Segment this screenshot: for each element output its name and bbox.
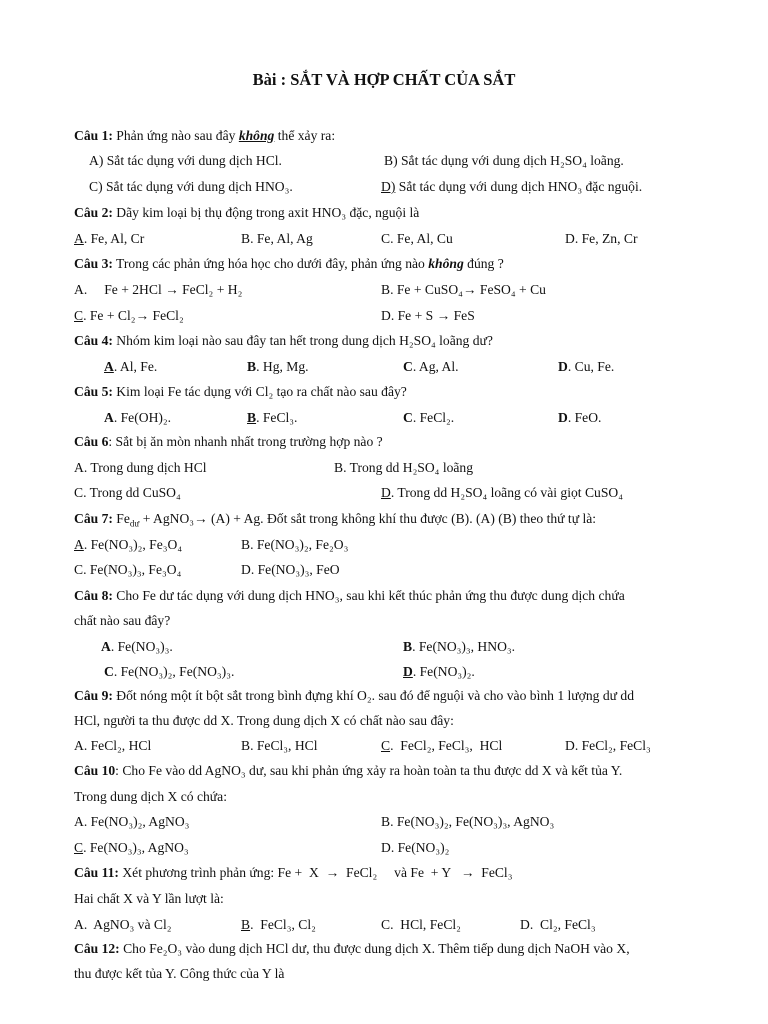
option-c: C. Trong dd CuSO₄ xyxy=(74,485,181,500)
question-8 xyxy=(74,588,714,610)
option-a: A. Fe, Al, Cr xyxy=(74,231,145,246)
option-c: C. Fe(NO₃)₂, Fe(NO₃)₃. xyxy=(104,664,235,679)
option-c: C. FeCl₂. xyxy=(403,410,455,425)
question-text: Nhóm kim loại nào sau đây tan hết trong dung dịch H₂SO₄ loãng dư? xyxy=(112,333,493,348)
question-9 xyxy=(74,688,714,710)
option-d: D. Fe + S → FeS xyxy=(381,308,475,323)
correct-answer-marker: A xyxy=(74,537,84,552)
option-d: D. Fe, Zn, Cr xyxy=(565,231,638,246)
option-a: A. Fe + 2HCl → FeCl₂ + H₂ xyxy=(74,282,243,297)
option-b: B. Trong dd H₂SO₄ loãng xyxy=(334,460,474,475)
option-c: C) Sắt tác dụng với dung dịch HNO₃. xyxy=(89,179,293,194)
question-8-options-row2 xyxy=(74,664,714,686)
option-b: B. Fe(NO₃)₂, Fe₂O₃ xyxy=(241,537,349,552)
question-11-continued xyxy=(74,891,714,913)
question-text-line2: HCl, người ta thu được dd X. Trong dung dịch X có chất nào sau đây: xyxy=(74,713,454,728)
question-label: Câu 2: xyxy=(74,205,113,220)
question-1-options-row1 xyxy=(74,153,714,175)
question-7 xyxy=(74,511,714,533)
option-a: A. Fe(NO₃)₃. xyxy=(101,639,173,654)
option-c: C. Fe(NO₃)₃, Fe₃O₄ xyxy=(74,562,182,577)
question-label: Câu 11: xyxy=(74,865,119,880)
question-text: Cho Fe₂O₃ vào dung dịch HCl dư, thu được dung dịch X. Thêm tiếp dung dịch NaOH vào X, xyxy=(119,941,630,956)
correct-answer-marker: B xyxy=(241,917,251,932)
option-b: B. Fe + CuSO₄→ FeSO₄ + Cu xyxy=(381,282,546,297)
correct-answer-marker: C xyxy=(74,308,84,323)
option-a: A) Sắt tác dụng với dung dịch HCl. xyxy=(89,153,282,168)
question-label: Câu 9: xyxy=(74,688,113,703)
option-b: B. Fe(NO₃)₃, HNO₃. xyxy=(403,639,516,654)
question-6 xyxy=(74,434,714,456)
option-b: B. Fe(NO₃)₂, Fe(NO₃)₃, AgNO₃ xyxy=(381,814,555,829)
question-label: Câu 12: xyxy=(74,941,120,956)
correct-answer-marker: A xyxy=(74,231,84,246)
option-d: D. Trong dd H₂SO₄ loãng có vài giọt CuSO₄ xyxy=(381,485,623,500)
option-c: C. Fe + Cl₂→ FeCl₂ xyxy=(74,308,184,323)
question-5 xyxy=(74,384,714,406)
question-10 xyxy=(74,763,714,785)
page-title: Bài : SẮT VÀ HỢP CHẤT CỦA SẮT xyxy=(252,70,516,89)
question-text: Dãy kim loại bị thụ động trong axit HNO₃ đặc, nguội là xyxy=(112,205,420,220)
option-d: D. Fe(NO₃)₂. xyxy=(403,664,475,679)
option-a: A. Trong dung dịch HCl xyxy=(74,460,207,475)
question-label: Câu 5: xyxy=(74,384,113,399)
option-d: D. Fe(NO₃)₃, FeO xyxy=(241,562,340,577)
correct-answer-marker: A xyxy=(104,359,114,374)
option-b: B. Fe, Al, Ag xyxy=(241,231,313,246)
question-7-options-row2 xyxy=(74,562,714,584)
question-text-after: đúng ? xyxy=(463,256,504,271)
question-text: Cho Fe dư tác dụng với dung dịch HNO₃, sau khi kết thúc phản ứng thu được dung dịch chứa xyxy=(112,588,625,603)
question-label: Câu 7: xyxy=(74,511,113,526)
excess-subscript: dư xyxy=(129,518,140,529)
question-text: : Cho Fe vào dd AgNO₃ dư, sau khi phản ứng xảy ra hoàn toàn ta thu được dd X và kết tủa Y. xyxy=(115,763,623,778)
question-7-options-row1 xyxy=(74,537,714,559)
option-b: B. FeCl₃. xyxy=(247,410,298,425)
question-3-options-row2 xyxy=(74,308,714,330)
question-text: Phản ứng nào sau đây xyxy=(112,128,239,143)
question-label: Câu 4: xyxy=(74,333,113,348)
question-12 xyxy=(74,941,714,963)
question-2 xyxy=(74,205,714,227)
question-2-options xyxy=(74,231,714,253)
question-8-continued xyxy=(74,613,714,635)
option-d: D. Fe(NO₃)₂ xyxy=(381,840,450,855)
question-emphasis: không xyxy=(238,128,275,143)
option-a: A. Fe(NO₃)₂, Fe₃O₄ xyxy=(74,537,183,552)
question-8-options-row1 xyxy=(74,639,714,661)
option-c: C. HCl, FeCl₂ xyxy=(381,917,461,932)
correct-answer-marker: D) xyxy=(381,179,396,194)
option-b: B. FeCl₃, Cl₂ xyxy=(241,917,316,932)
question-label: Câu 3: xyxy=(74,256,113,271)
question-text: : Sắt bị ăn mòn nhanh nhất trong trường hợp nào ? xyxy=(108,434,383,449)
option-d: D. Cu, Fe. xyxy=(558,359,615,374)
question-5-options xyxy=(74,410,714,432)
question-6-options-row1 xyxy=(74,460,714,482)
question-text: Kim loại Fe tác dụng với Cl₂ tạo ra chất nào sau đây? xyxy=(112,384,407,399)
question-10-options-row2 xyxy=(74,840,714,862)
question-label: Câu 1: xyxy=(74,128,113,143)
option-c: C. FeCl₂, FeCl₃, HCl xyxy=(381,738,503,753)
question-11 xyxy=(74,865,714,887)
question-4 xyxy=(74,333,714,355)
question-label: Câu 8: xyxy=(74,588,113,603)
option-a: A. Fe(NO₃)₂, AgNO₃ xyxy=(74,814,190,829)
question-6-options-row2 xyxy=(74,485,714,507)
question-text: Trong các phản ứng hóa học cho dưới đây, phản ứng nào xyxy=(112,256,429,271)
option-a: A. Fe(OH)₂. xyxy=(104,410,172,425)
option-d: D) Sắt tác dụng với dung dịch HNO₃ đặc nguội. xyxy=(381,179,643,194)
question-text-line2: chất nào sau đây? xyxy=(74,613,171,628)
question-1 xyxy=(74,128,714,150)
question-text-line2: Hai chất X và Y lần lượt là: xyxy=(74,891,224,906)
question-text-line2: Trong dung dịch X có chứa: xyxy=(74,789,227,804)
question-label: Câu 6 xyxy=(74,434,109,449)
question-3 xyxy=(74,256,714,278)
option-a: A. Al, Fe. xyxy=(104,359,158,374)
question-4-options xyxy=(74,359,714,381)
question-text: Xét phương trình phản ứng: Fe + X → FeCl₂ và Fe + Y → FeCl₃ xyxy=(118,865,513,880)
question-3-options-row1 xyxy=(74,282,714,304)
option-c: C. Ag, Al. xyxy=(403,359,459,374)
option-c: C. Fe, Al, Cu xyxy=(381,231,453,246)
option-a: A. AgNO₃ và Cl₂ xyxy=(74,917,172,932)
option-b: B. Hg, Mg. xyxy=(247,359,309,374)
option-d: D. FeCl₂, FeCl₃ xyxy=(565,738,651,753)
question-text: $Fe_{dư}$ + AgNO₃→ (A) + Ag. Đốt sắt trong không khí thu được (B). (A) (B) theo thứ tự là: xyxy=(112,511,597,529)
correct-answer-marker: C xyxy=(381,738,391,753)
question-10-continued xyxy=(74,789,714,811)
question-11-options xyxy=(74,917,714,939)
option-d: D. FeO. xyxy=(558,410,602,425)
question-emphasis: không xyxy=(428,256,464,271)
option-a: A. FeCl₂, HCl xyxy=(74,738,152,753)
correct-answer-marker: D xyxy=(381,485,391,500)
question-1-options-row2 xyxy=(74,179,714,201)
correct-answer-marker: C xyxy=(74,840,84,855)
option-d: D. Cl₂, FeCl₃ xyxy=(520,917,596,932)
option-b: B. FeCl₃, HCl xyxy=(241,738,318,753)
correct-answer-marker: D xyxy=(403,664,413,679)
question-label: Câu 10 xyxy=(74,763,116,778)
question-text-line2: thu được kết tủa Y. Công thức của Y là xyxy=(74,966,285,981)
option-b: B) Sắt tác dụng với dung dịch H₂SO₄ loãng. xyxy=(384,153,624,168)
question-12-continued xyxy=(74,966,714,988)
question-text-after: thể xảy ra: xyxy=(274,128,336,143)
question-10-options-row1 xyxy=(74,814,714,836)
question-9-options xyxy=(74,738,714,760)
question-9-continued xyxy=(74,713,714,735)
question-text: Đốt nóng một ít bột sắt trong bình đựng khí O₂. sau đó để nguội và cho vào bình 1 lượng dư dd xyxy=(112,688,635,703)
correct-answer-marker: B xyxy=(247,410,257,425)
option-c: C. Fe(NO₃)₃, AgNO₃ xyxy=(74,840,189,855)
